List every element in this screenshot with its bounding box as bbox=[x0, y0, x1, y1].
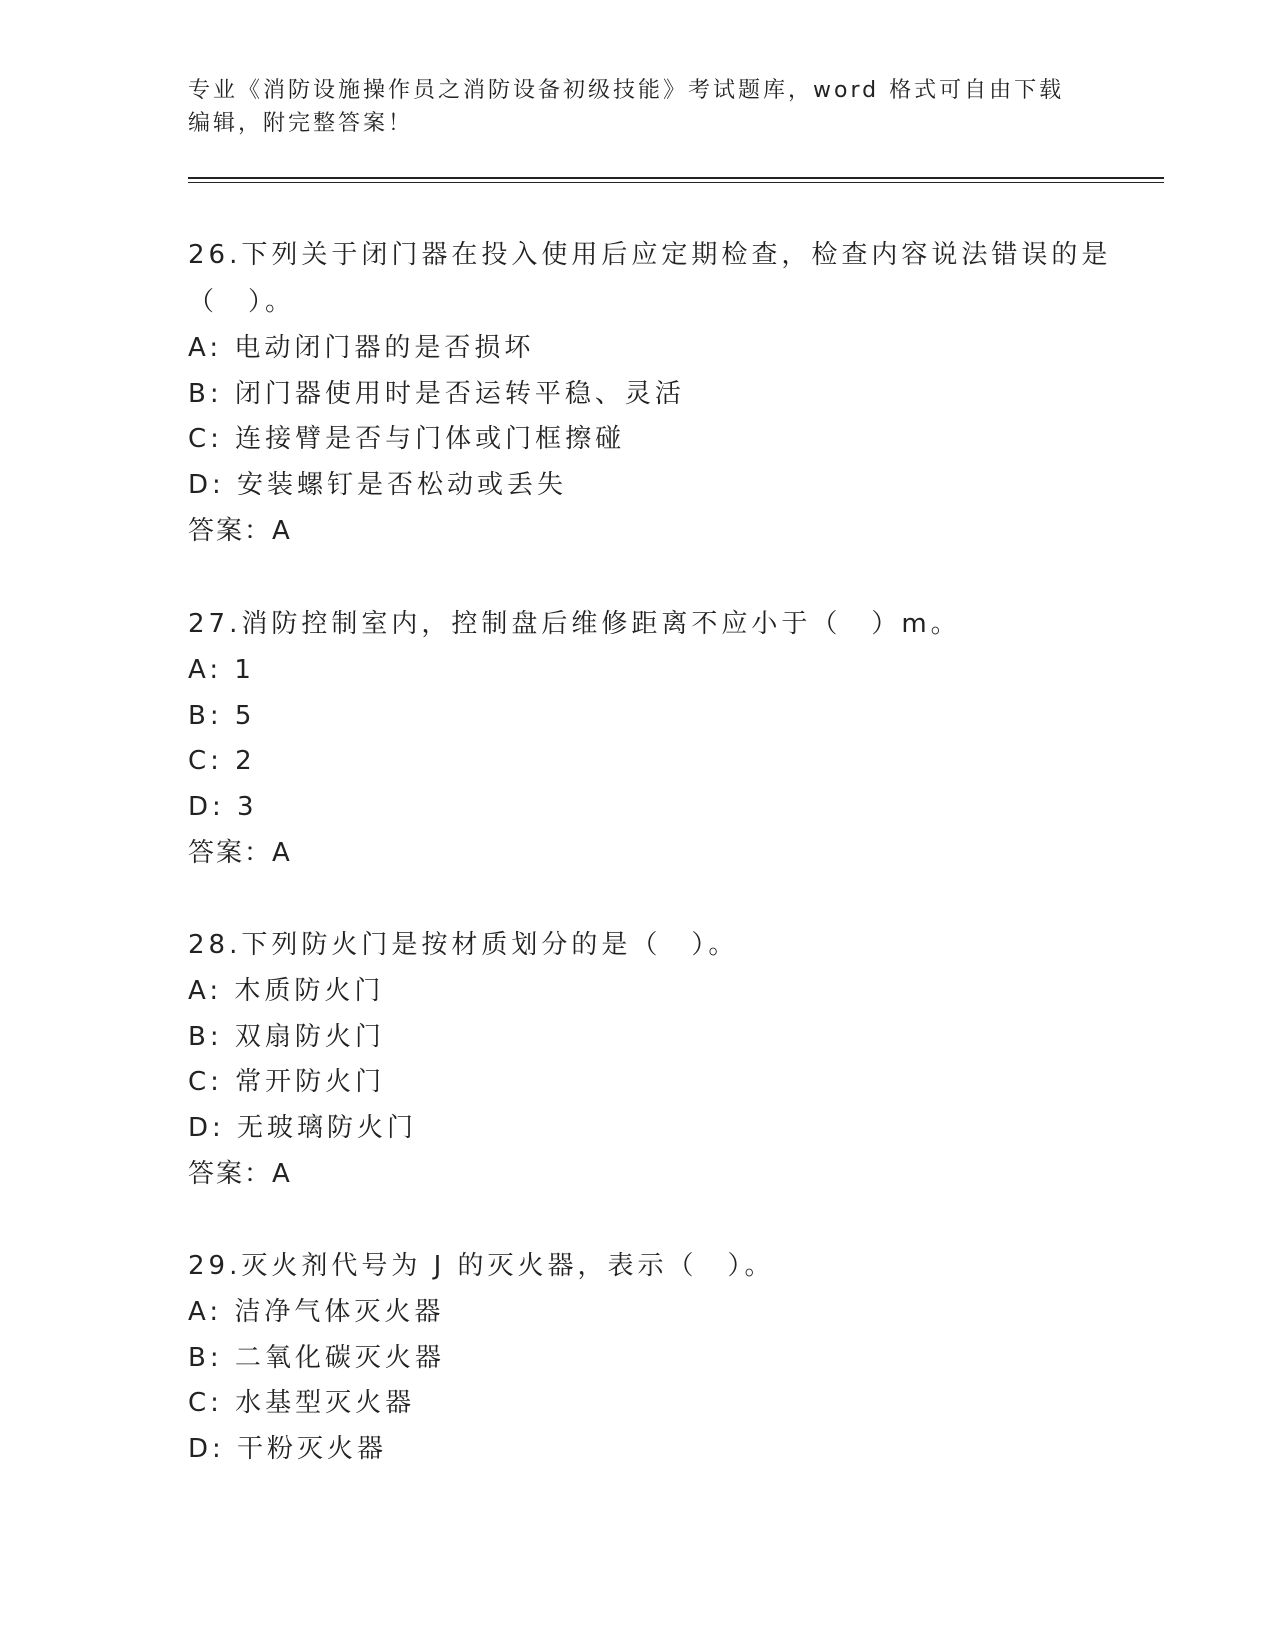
option-d: D: 干粉灭火器 bbox=[188, 1434, 388, 1465]
question-26 bbox=[188, 232, 1128, 554]
option-c: C: 水基型灭火器 bbox=[188, 1388, 416, 1419]
option-c: C: 2 bbox=[188, 746, 256, 777]
option-b: B: 双扇防火门 bbox=[188, 1021, 385, 1052]
document-header: 专业《消防设施操作员之消防设备初级技能》考试题库，word 格式可自由下载编辑，附完整答案！ bbox=[188, 78, 1065, 136]
option-c: C: 常开防火门 bbox=[188, 1067, 386, 1098]
question-stem: 28.下列防火门是按材质划分的是（ ）。 bbox=[188, 930, 739, 960]
header-divider-thin bbox=[188, 182, 1164, 183]
option-d: D: 无玻璃防火门 bbox=[188, 1113, 418, 1144]
answer: 答案：A bbox=[188, 1158, 292, 1189]
option-a: A: 木质防火门 bbox=[188, 976, 385, 1006]
question-stem: 27.消防控制室内，控制盘后维修距离不应小于（ ）m。 bbox=[188, 609, 961, 639]
question-stem: 29.灭火剂代号为 J 的灭火器，表示（ ）。 bbox=[188, 1251, 775, 1281]
answer: 答案：A bbox=[188, 515, 292, 546]
option-d: D: 3 bbox=[188, 792, 258, 823]
option-b: B: 闭门器使用时是否运转平稳、灵活 bbox=[188, 378, 685, 409]
option-d: D: 安装螺钉是否松动或丢失 bbox=[188, 470, 568, 501]
option-c: C: 连接臂是否与门体或门框擦碰 bbox=[188, 424, 626, 455]
header-divider-thick bbox=[188, 177, 1164, 179]
option-b: B: 二氧化碳灭火器 bbox=[188, 1342, 445, 1373]
option-a: A: 电动闭门器的是否损坏 bbox=[188, 333, 535, 363]
question-27 bbox=[188, 601, 1128, 876]
answer: 答案：A bbox=[188, 837, 292, 868]
question-29 bbox=[188, 1243, 1128, 1473]
option-a: A: 1 bbox=[188, 655, 255, 685]
option-b: B: 5 bbox=[188, 700, 256, 731]
question-28 bbox=[188, 922, 1128, 1197]
question-stem: 26.下列关于闭门器在投入使用后应定期检查，检查内容说法错误的是（ ）。 bbox=[188, 240, 1112, 317]
option-a: A: 洁净气体灭火器 bbox=[188, 1297, 445, 1327]
